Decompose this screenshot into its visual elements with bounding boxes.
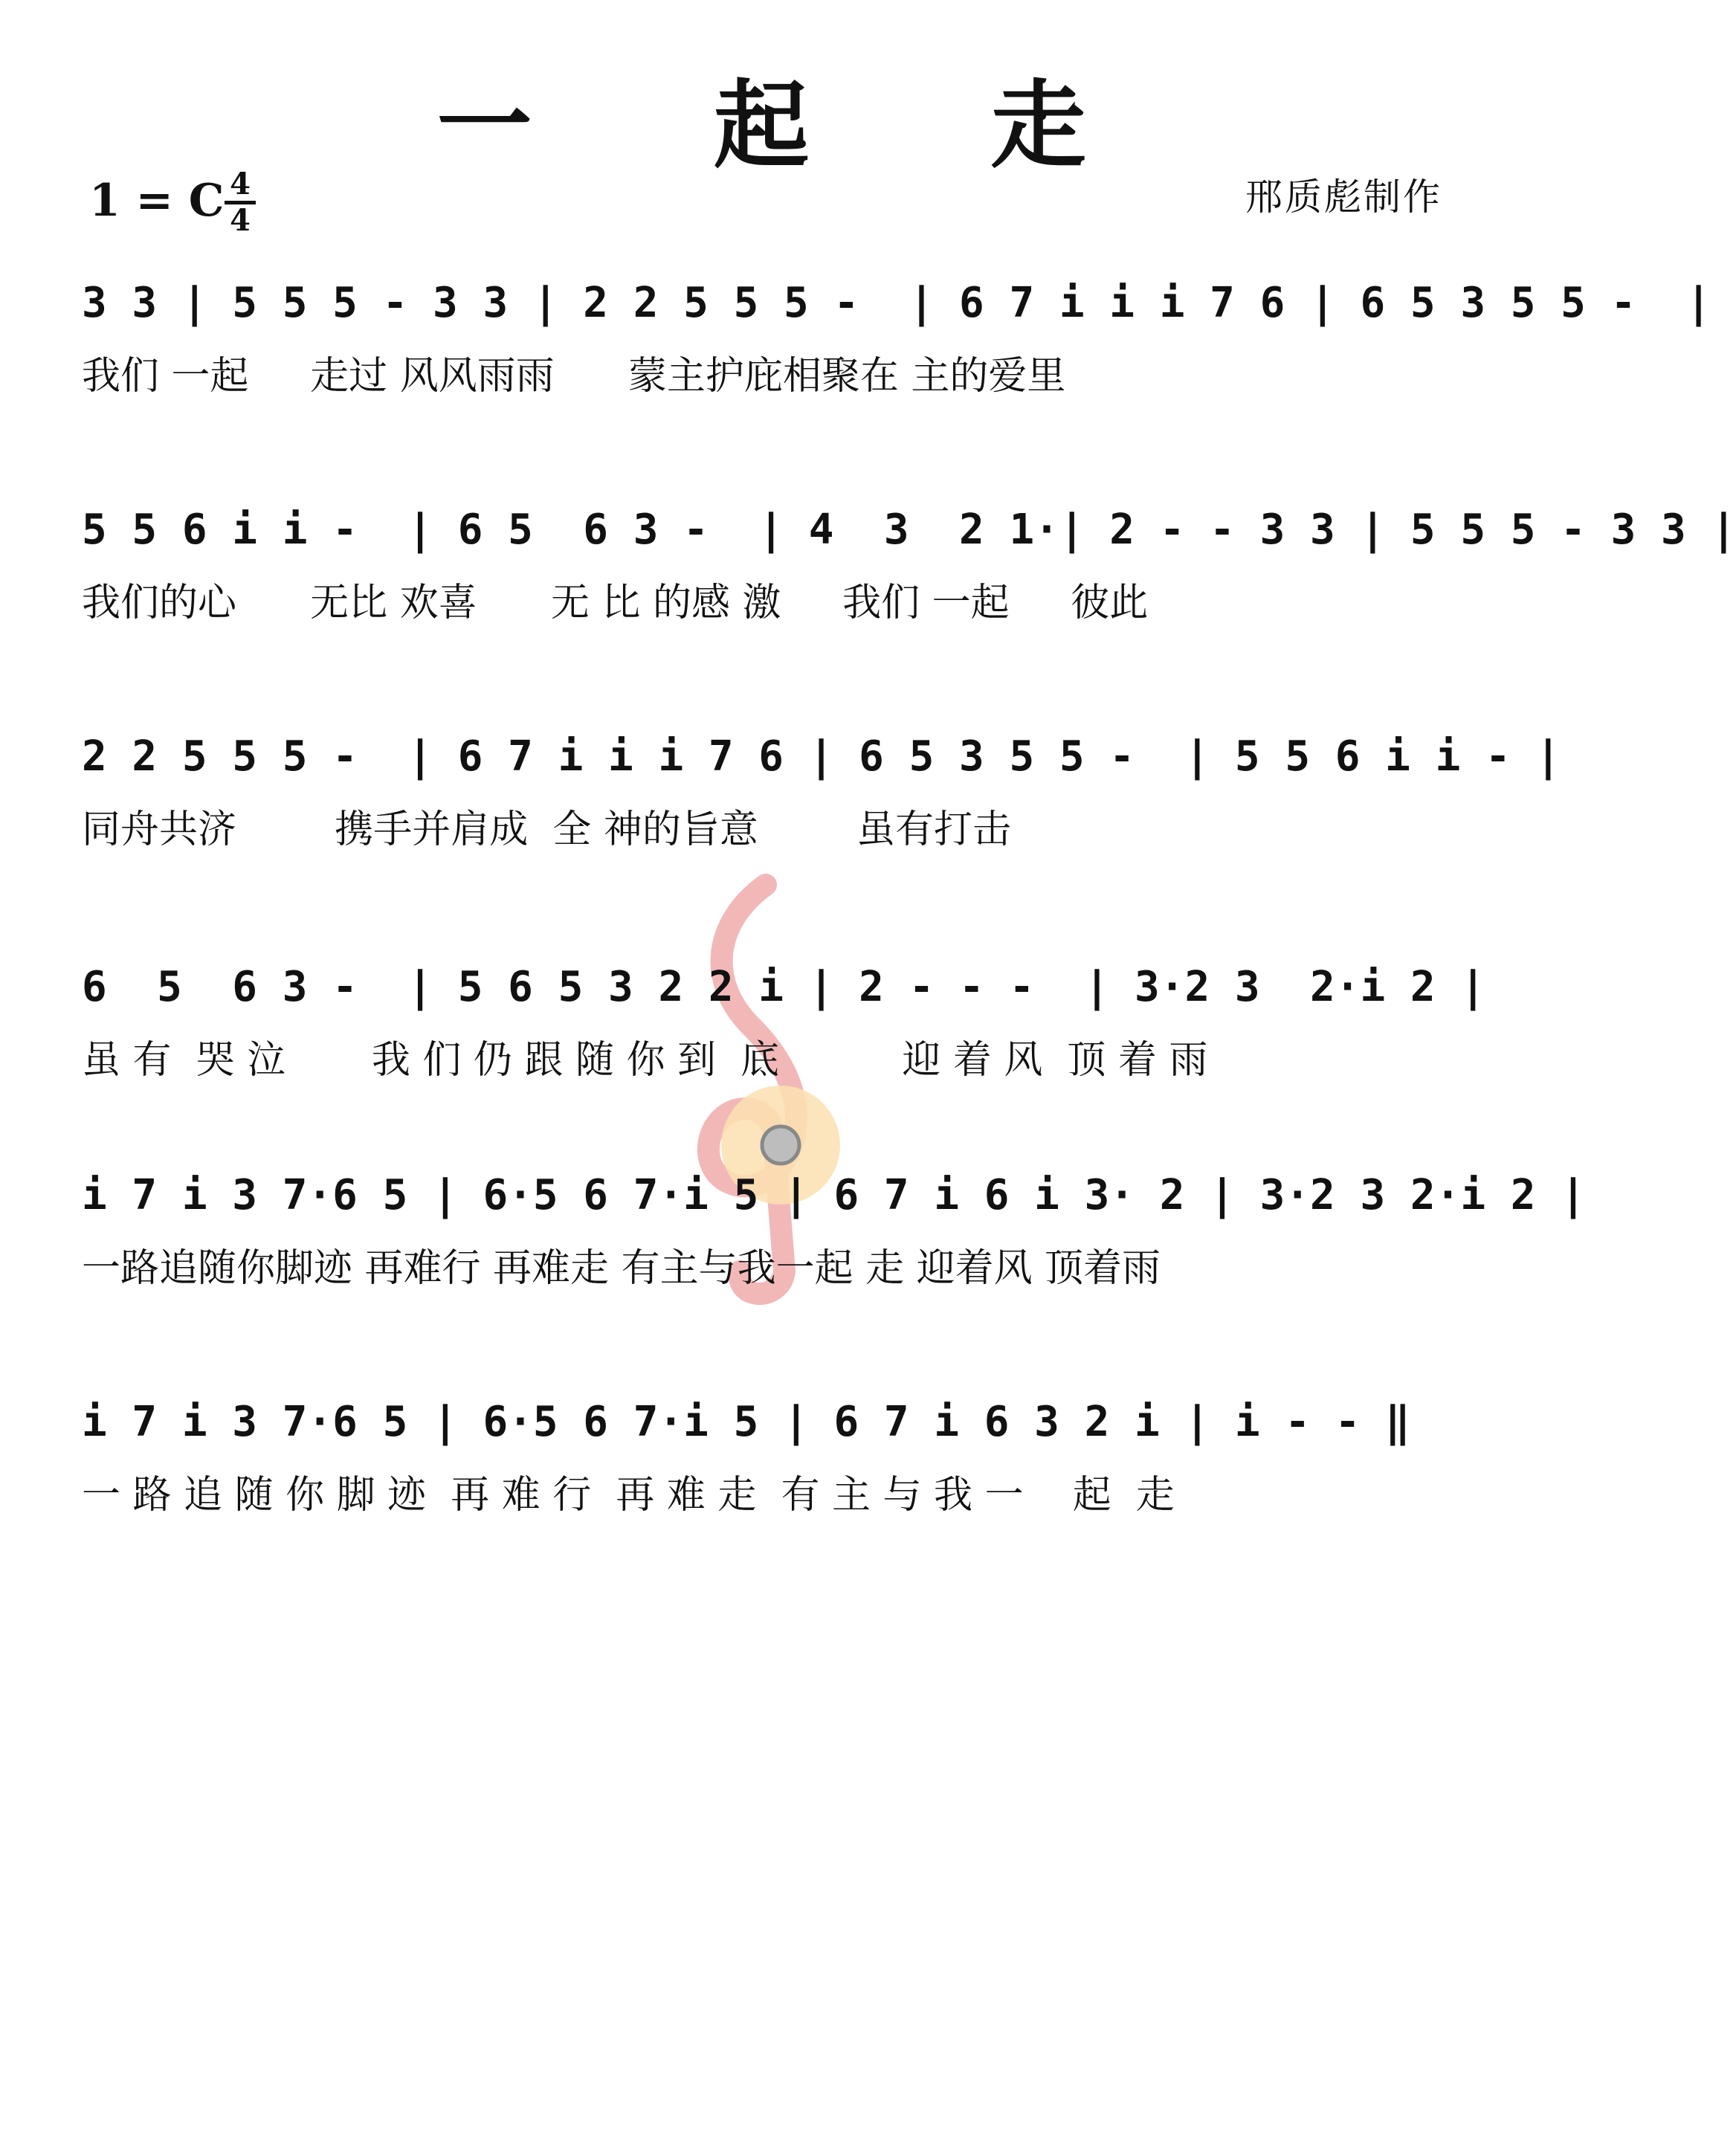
author-credit: 邢质彪制作 (1245, 175, 1442, 219)
key-signature: 1 = C (89, 175, 225, 227)
song-title: 一 起 走 (436, 70, 1161, 181)
time-signature-bottom: 4 (230, 203, 251, 238)
time-signature-top: 4 (230, 167, 251, 201)
lyrics-row: 同舟共济 携手并肩成 全 神的旨意 虽有打击 (82, 807, 1012, 852)
notation-row: 3 3 | 5 5 5 - 3 3 | 2 2 5 5 5 - | 6 7 i i i 7 6 | 6 5 3 5 5 - | (82, 279, 1711, 327)
notation-row: 5 5 6 i i - | 6 5 6 3 - | 4 3 2 1·| 2 - - 3 3 | 5 5 5 - 3 3 | (82, 506, 1736, 554)
lyrics-row: 我们 一起 走过 风风雨雨 蒙主护庇相聚在 主的爱里 (82, 354, 1066, 399)
notation-row: i 7 i 3 7·6 5 | 6·5 6 7·i 5 | 6 7 i 6 i 3· 2 | 3·2 3 2·i 2 | (82, 1171, 1586, 1219)
lyrics-row: 一路追随你脚迹 再难行 再难走 有主与我一起 走 迎着风 顶着雨 (82, 1246, 1161, 1291)
lyrics-row: 一 路 追 随 你 脚 迹 再 难 行 再 难 走 有 主 与 我 一 起 走 (82, 1473, 1175, 1518)
lyrics-row: 虽 有 哭 泣 我 们 仍 跟 随 你 到 底 迎 着 风 顶 着 雨 (82, 1038, 1208, 1083)
lyrics-row: 我们的心 无比 欢喜 无 比 的感 激 我们 一起 彼此 (82, 581, 1149, 625)
notation-row: i 7 i 3 7·6 5 | 6·5 6 7·i 5 | 6 7 i 6 3 2 i | i - - ‖ (82, 1398, 1410, 1446)
time-signature (222, 167, 259, 238)
notation-row: 2 2 5 5 5 - | 6 7 i i i 7 6 | 6 5 3 5 5 - | 5 5 6 i i - | (82, 732, 1561, 781)
notation-row: 6 5 6 3 - | 5 6 5 3 2 2 i | 2 - - - | 3·2 3 2·i 2 | (82, 963, 1486, 1011)
